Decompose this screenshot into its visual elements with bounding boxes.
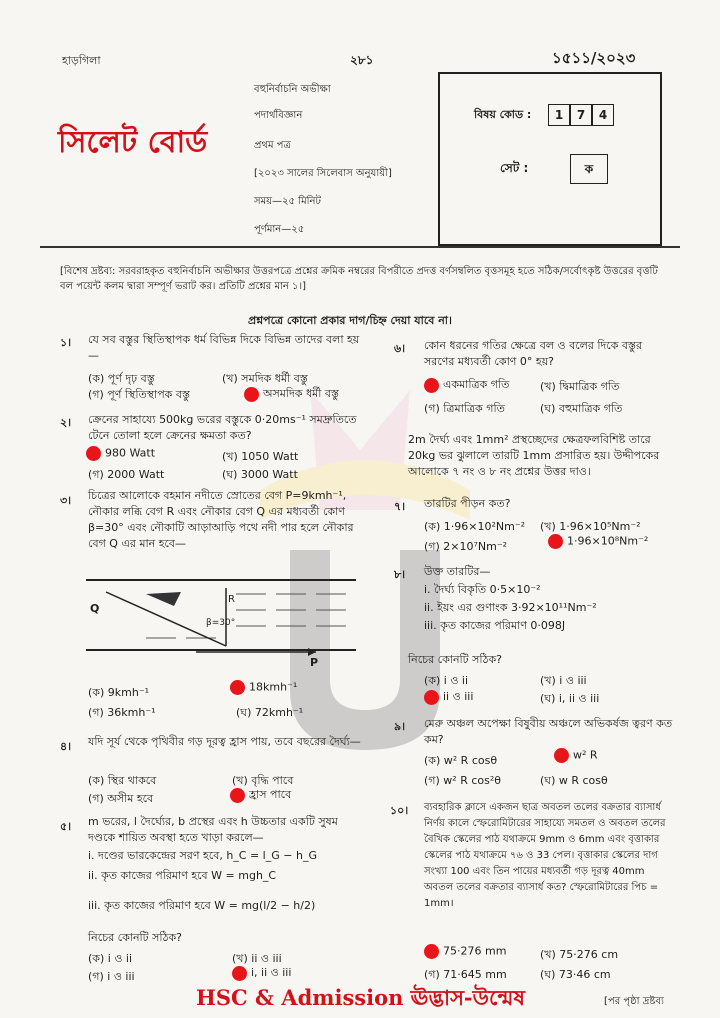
q1-option-d-label: অসমদিক ধর্মী বস্তু [263, 387, 339, 400]
code-digit-2: 7 [570, 104, 592, 126]
q2-number: ২। [60, 416, 72, 429]
header-divider [40, 246, 680, 248]
q3-text: চিত্রের আলোকে বহমান নদীতে স্রোতের বেগ P=9kmh⁻¹, নৌকার লব্ধি বেগ R এবং নৌকার বেগ Q এর মধ্যবর্তী কোণ β=30° এবং নৌকাটি আড়াআড়ি পথে নদী পার হলে নৌকার বেগ Q এর মান হবে— [88, 489, 354, 550]
code-box [438, 72, 662, 246]
header-line-4: [২০২৩ সালের সিলেবাস অনুযায়ী] [254, 168, 392, 179]
q10-option-a-label: 75·276 mm [443, 944, 507, 958]
answer-mark-icon [230, 788, 245, 803]
q9-number: ৯। [394, 720, 406, 733]
q8-number: ৮। [394, 568, 406, 581]
answer-mark-icon [424, 690, 439, 705]
answer-mark-icon [424, 944, 439, 959]
q10-number: ১০। [390, 804, 409, 817]
q8-option-b [424, 688, 473, 707]
fig-label-p: P [310, 656, 319, 669]
answer-mark-icon [86, 446, 101, 461]
q10-option-b: (খ) 75·276 cm [540, 948, 619, 961]
q8-statement-iii: iii. কৃত কাজের পরিমাণ 0·098J [424, 619, 566, 632]
q5-option-d-label: i, ii ও iii [251, 966, 292, 979]
header-line-3: প্রথম পত্র [254, 140, 291, 151]
q5-option-c: (গ) i ও iii [88, 970, 135, 983]
stem-7-8: 2m দৈর্ঘ্য এবং 1mm² প্রস্থচ্ছেদের ক্ষেত্রফলবিশিষ্ট তারে 20kg ভর ঝুলালে তারটি 1mm প্রসারিত হয়। উদ্দীপকের আলোকে ৭ নং ও ৮ নং প্রশ্নের উত্তর দাও। [408, 433, 660, 478]
fig-label-q: Q [90, 602, 100, 615]
exam-code: ১৫১১/২০২৩ [552, 49, 636, 67]
q2-text: ক্রেনের সাহায্যে 500kg ভরের বস্তুকে 0·20ms⁻¹ সমদ্রুতিতে টেনে তোলা হলে ক্রেনের ক্ষমতা কত? [88, 413, 357, 442]
q9-text: মেরু অঞ্চল অপেক্ষা বিষুবীয় অঞ্চলে অভিকর্ষজ ত্বরণ কত কম? [424, 717, 673, 746]
fig-label-r: R [228, 594, 235, 605]
q2-option-a [86, 446, 155, 461]
notice: [বিশেষ দ্রষ্টব্য: সরবরাহকৃত বহুনির্বাচনি অভীক্ষার উত্তরপত্রে প্রশ্নের ক্রমিক নম্বরের বিপরীতে প্রদত্ত বর্ণসম্বলিত বৃত্তসমূহ হতে সঠিক/সর্বোৎকৃষ্ট উত্তরের বৃত্তটি বল পয়েন্ট কলম দ্বারা সম্পূর্ণ ভরাট কর। প্রতিটি প্রশ্নের মান ১।] [60, 266, 658, 292]
q1-text: যে সব বস্তুর স্থিতিস্থাপক ধর্ম বিভিন্ন দিকে বিভিন্ন তাদের বলা হয়— [88, 333, 360, 362]
q9-option-d: (ঘ) w R cosθ [540, 774, 608, 787]
q3-option-c: (গ) 36kmh⁻¹ [88, 706, 156, 719]
page-number: ২৮১ [350, 53, 374, 67]
q4-option-d-label: হ্রাস পাবে [249, 788, 292, 801]
answer-mark-icon [232, 966, 247, 981]
q9-option-b-label: w² R [573, 748, 598, 762]
q8-statement-ii: ii. ইয়ং এর গুণাংক 3·92×10¹¹Nm⁻² [424, 601, 597, 614]
q5-statement-ii: ii. কৃত কাজের পরিমাণ হবে W = mgh_C [88, 869, 277, 882]
q3-number: ৩। [60, 494, 72, 507]
q10-option-c: (গ) 71·645 mm [424, 968, 507, 981]
header-line-5: সময়—২৫ মিনিট [254, 196, 321, 207]
q7-option-d [548, 534, 648, 549]
q9-option-b [554, 748, 598, 763]
q5-statement-iii: iii. কৃত কাজের পরিমাণ হবে W = mg(l/2 − h/2) [88, 899, 316, 912]
answer-mark-icon [548, 534, 563, 549]
q1-option-b: (খ) সমদিক ধর্মী বস্তু [222, 372, 308, 385]
q8-option-b-label: ii ও iii [443, 690, 474, 703]
q5-option-d [232, 964, 291, 983]
header-line-2: পদার্থবিজ্ঞান [254, 110, 303, 121]
q10-option-a [424, 944, 506, 959]
q6-text: কোন ধরনের গতির ক্ষেত্রে বল ও বলের দিকে বস্তুর সরণের মধ্যবর্তী কোণ 0° হয়? [424, 339, 643, 368]
q5-which: নিচের কোনটি সঠিক? [88, 931, 182, 944]
q6-option-c: (গ) ত্রিমাত্রিক গতি [424, 402, 505, 415]
code-digit-1: 1 [548, 104, 570, 126]
q2-option-b: (খ) 1050 Watt [222, 450, 299, 463]
q5-number: ৫। [60, 820, 72, 833]
q2-option-c: (গ) 2000 Watt [88, 468, 165, 481]
q8-option-c: (খ) i ও iii [540, 674, 587, 687]
q1-option-a: (ক) পূর্ণ দৃঢ় বস্তু [88, 372, 155, 385]
answer-mark-icon [230, 680, 245, 695]
q7-option-d-label: 1·96×10⁸Nm⁻² [567, 534, 649, 548]
board-title: সিলেট বোর্ড [58, 125, 208, 160]
q8-which: নিচের কোনটি সঠিক? [408, 653, 502, 666]
q6-option-d: (ঘ) বহুমাত্রিক গতি [540, 402, 623, 415]
q5-statement-i: i. দণ্ডের ভারকেন্দ্রের সরণ হবে, h_C = l_G − h_G [88, 849, 317, 862]
set-label: সেট : [500, 161, 529, 175]
q9-option-a: (ক) w² R cosθ [424, 754, 498, 767]
answer-mark-icon [554, 748, 569, 763]
q10-text: ব্যবহারিক ক্লাসে একজন ছাত্র অবতল তলের বক্রতার ব্যাসার্ধ নির্ণয় কালে স্ফেরোমিটারের সাহায্যে সমতল ও অবতল তলের বৈখিক স্কেলের পাঠ যথাক্রমে 9mm ও 6mm এবং বৃত্তাকার স্কেলের পাঠ যথাক্রমে ৭৬ ও 33 পেল। বৃত্তাকার স্কেলের দাগ সংখ্যা 100 এবং তিন পায়ের মধ্যবর্তী গড় দূরত্ব 40mm অবতল তলের বক্রতার ব্যাসার্ধ কত? স্ফেরোমিটারের পিচ = 1mm। [424, 802, 666, 909]
header-line-6: পূর্ণমান—২৫ [254, 224, 305, 235]
subject-code-label: বিষয় কোড : [474, 108, 532, 121]
q4-option-b: (খ) বৃদ্ধি পাবে [232, 774, 294, 787]
q1-number: ১। [60, 336, 72, 349]
q7-number: ৭। [394, 500, 406, 513]
q8-statement-i: i. দৈর্ঘ্য বিকৃতি 0·5×10⁻² [424, 583, 541, 596]
q9-option-c: (গ) w² R cos²θ [424, 774, 501, 787]
q7-option-c: (গ) 2×10⁷Nm⁻² [424, 540, 508, 553]
warning: প্রশ্নপত্রে কোনো প্রকার দাগ/চিহ্ন দেয়া যাবে না। [248, 314, 452, 327]
q10-option-d: (ঘ) 73·46 cm [540, 968, 611, 981]
q4-text: যদি সূর্য থেকে পৃথিবীর গড় দূরত্ব হ্রাস পায়, তবে বছরের দৈর্ঘ্য— [88, 735, 361, 748]
header-line-1: বহুনির্বাচনি অভীক্ষা [254, 84, 331, 95]
q8-text: উক্ত তারটির— [424, 565, 491, 578]
q4-option-c: (গ) অসীম হবে [88, 792, 154, 805]
q3-option-d: (ঘ) 72kmh⁻¹ [236, 706, 304, 719]
q6-option-b: (খ) দ্বিমাত্রিক গতি [540, 380, 620, 393]
answer-mark-icon [424, 378, 439, 393]
header-left: হাড়গিলা [62, 54, 101, 67]
q3-option-b [230, 680, 297, 695]
q7-option-b: (খ) 1·96×10⁵Nm⁻² [540, 520, 641, 533]
q2-option-a-label: 980 Watt [105, 446, 156, 460]
set-value: ক [570, 154, 608, 184]
q4-option-a: (ক) স্থির থাকবে [88, 774, 157, 787]
q6-number: ৬। [394, 342, 406, 355]
q7-option-a: (ক) 1·96×10²Nm⁻² [424, 520, 526, 533]
q1-option-c: (গ) পূর্ণ স্থিতিস্থাপক বস্তু [88, 388, 190, 401]
q6-option-a [424, 376, 509, 395]
q5-option-b: (খ) ii ও iii [232, 952, 282, 965]
q4-option-d [230, 786, 291, 805]
q6-option-a-label: একমাত্রিক গতি [443, 378, 510, 391]
q8-option-a: (ক) i ও ii [424, 674, 469, 687]
q5-text: m ভরের, l দৈর্ঘ্যের, b প্রস্থের এবং h উচ্চতার একটি সুষম দণ্ডকে শায়িত অবস্থা হতে খাড়া করলে— [88, 815, 338, 844]
brand-footer: HSC & Admission ঊদ্ভাস-উন্মেষ [196, 985, 525, 1010]
answer-mark-icon [244, 387, 259, 402]
q3-option-b-label: 18kmh⁻¹ [249, 680, 298, 694]
q4-number: ৪। [60, 740, 72, 753]
next-page-note: [পর পৃষ্ঠা দ্রষ্টব্য [604, 996, 664, 1007]
q2-option-d: (ঘ) 3000 Watt [222, 468, 298, 481]
code-digit-3: 4 [592, 104, 614, 126]
q5-option-a: (ক) i ও ii [88, 952, 133, 965]
fig-label-angle: β=30° [206, 618, 236, 628]
q7-text: তারটির পীড়ন কত? [424, 497, 511, 510]
q8-option-d: (ঘ) i, ii ও iii [540, 692, 600, 705]
q3-option-a: (ক) 9kmh⁻¹ [88, 686, 150, 699]
q1-option-d [244, 385, 339, 404]
